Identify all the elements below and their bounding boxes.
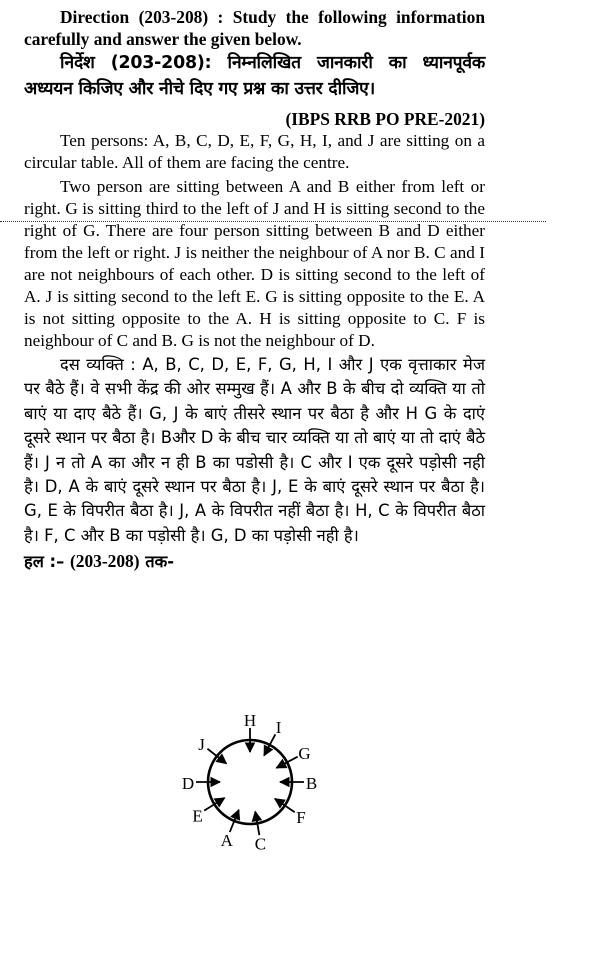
seat-arrow-I [264,734,275,755]
exam-source: (IBPS RRB PO PRE-2021) [285,109,485,129]
seat-label-G: G [298,744,311,764]
intro-english: Ten persons: A, B, C, D, E, F, G, H, I, and J are sitting on a circular table. All of them are facing the centre. [24,131,485,172]
info-english: Two person are sitting between A and B either from left or right. G is sitting third to the left of J and H is sitting second to the right of G. There are four person sitting between B and D either from the left or right. J is neither the neighbour of A nor B. C and I are not neighbours of each other. D is sitting second to the left of A. J is sitting second to the left E. G is sitting opposite to the E. A is not sitting opposite to the A. H is sitting opposite to C. F is neighbour of C and B. G is not the neighbour of D. [24,177,485,350]
seat-label-B: B [305,773,318,793]
seat-label-A: A [220,831,233,851]
seat-arrow-E [204,798,224,811]
solution-suffix: तक- [145,552,174,572]
seating-diagram [170,712,330,862]
seat-arrow-F [275,799,295,812]
direction-hindi: निर्देश (203-208): निम्नलिखित जानकारी का ध्यानपूर्वक अध्ययन किजिए और नीचे दिए गए प्रश्न का उत्तर दीजिए। [24,53,485,99]
page-divider [0,221,546,222]
solution-label: हल :– [24,552,65,572]
info-hindi: दस व्यक्ति : A, B, C, D, E, F, G, H, I और J एक वृत्ताकार मेज पर बैठे हैं। वे सभी केंद्र की ओर सम्मुख हैं। A और B के बीच दो व्यक्ति या तो बाएं या दाए बैठे हैं। G, J के बाएं तीसरे स्थान पर बैठा है और H G के दाएं दूसरे स्थान पर बैठा है। Bऔर D के बीच चार व्यक्ति या तो बाएं या तो दाएं बैठे हैं। J न तो A का और न ही B का पडोसी है। C और I एक दूसरे पड़ोसी नही है। D, A के बाएं दूसरे स्थान पर बैठा है। J, E के बाएं दूसरे स्थान पर बैठा है। G, E के विपरीत बैठा है। J, A के विपरीत नहीं बैठा है। H, C के विपरीत बैठा है। F, C और B का पड़ोसी है। G, D का पड़ोसी नही है। [24,355,485,545]
table-circle [208,740,292,824]
seat-label-D: D [181,773,195,793]
seat-label-J: J [198,734,205,754]
seat-label-F: F [296,808,306,828]
document-page [24,6,485,574]
seat-label-E: E [192,806,203,826]
seat-label-H: H [243,712,257,730]
seat-arrow-G [276,757,297,768]
solution-heading [24,549,485,574]
direction-english: Direction (203-208) : Study the following information carefully and answer the given below. [24,7,485,49]
seat-label-C: C [254,834,267,854]
seat-label-I: I [275,718,282,738]
solution-range: (203-208) [70,551,140,572]
